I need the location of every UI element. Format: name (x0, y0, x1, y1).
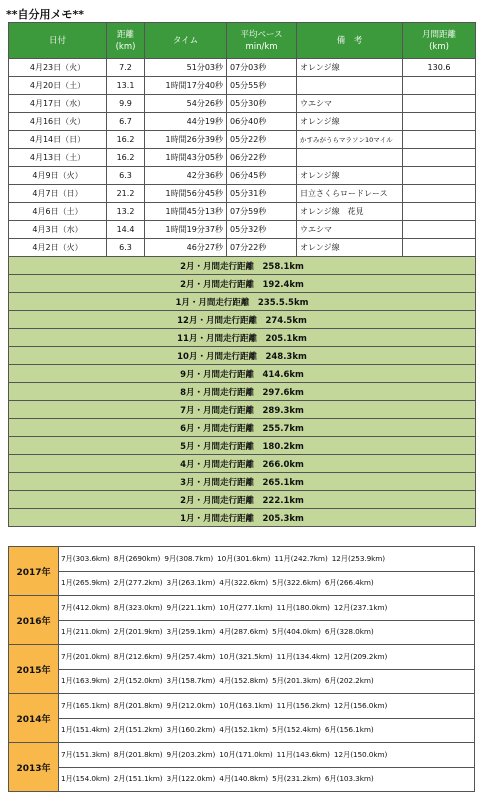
monthly-total-label: 9月・月間走行距離 414.6km (9, 365, 476, 383)
run-row (9, 167, 476, 185)
run-monthly-distance (403, 185, 476, 203)
run-log-table (8, 22, 476, 527)
month-distance: 3月(160.2km) (166, 725, 216, 735)
monthly-distance-list (59, 571, 475, 596)
run-memo: かすみがうらマラソン10マイル (297, 131, 403, 149)
monthly-total-row (9, 473, 476, 491)
yearly-row (9, 767, 475, 792)
run-distance: 21.2 (107, 185, 145, 203)
run-row (9, 77, 476, 95)
monthly-distance-list (59, 669, 475, 694)
month-distance: 12月(150.0km) (333, 749, 388, 759)
month-distance: 8月(323.0km) (113, 602, 163, 612)
month-distance: 9月(257.4km) (166, 651, 216, 661)
month-distance: 4月(287.6km) (219, 627, 269, 637)
monthly-total-row (9, 311, 476, 329)
month-distance: 6月(266.4km) (324, 578, 374, 588)
run-time: 1時間45分13秒 (145, 203, 227, 221)
monthly-total-label: 11月・月間走行距離 205.1km (9, 329, 476, 347)
run-pace: 05分32秒 (227, 221, 297, 239)
run-distance: 9.9 (107, 95, 145, 113)
month-distance: 11月(156.2km) (276, 700, 330, 710)
month-distance: 7月(303.6km) (61, 553, 110, 563)
month-distance: 10月(171.0km) (219, 749, 273, 759)
run-pace: 06分40秒 (227, 113, 297, 131)
run-pace: 05分55秒 (227, 77, 297, 95)
page-title: **自分用メモ** (6, 8, 85, 21)
yearly-row (9, 645, 475, 670)
month-distance: 9月(221.1km) (166, 602, 216, 612)
run-time: 42分36秒 (145, 167, 227, 185)
yearly-row (9, 571, 475, 596)
month-distance: 10月(301.6km) (217, 553, 271, 563)
month-distance: 6月(202.2km) (324, 676, 374, 686)
run-row (9, 113, 476, 131)
run-pace: 07分22秒 (227, 239, 297, 257)
run-memo: ウエシマ (297, 95, 403, 113)
run-memo: オレンジ線 (297, 113, 403, 131)
run-row (9, 95, 476, 113)
monthly-total-row (9, 275, 476, 293)
header-memo: 備 考 (297, 23, 403, 59)
run-memo: オレンジ線 (297, 59, 403, 77)
run-date: 4月23日（火） (9, 59, 107, 77)
run-memo (297, 77, 403, 95)
month-distance: 9月(212.0km) (166, 700, 216, 710)
monthly-total-label: 6月・月間走行距離 255.7km (9, 419, 476, 437)
monthly-total-label: 1月・月間走行距離 205.3km (9, 509, 476, 527)
month-distance: 1月(154.0km) (61, 774, 110, 784)
yearly-summary-table (8, 546, 475, 792)
monthly-total-label: 3月・月間走行距離 265.1km (9, 473, 476, 491)
monthly-total-row (9, 329, 476, 347)
month-distance: 11月(134.4km) (276, 651, 330, 661)
year-label: 2017年 (9, 547, 59, 596)
header-time: タイム (145, 23, 227, 59)
month-distance: 5月(231.2km) (272, 774, 321, 784)
month-distance: 5月(201.3km) (272, 676, 321, 686)
monthly-distance-list (59, 743, 475, 768)
run-monthly-distance (403, 203, 476, 221)
yearly-row (9, 743, 475, 768)
yearly-row (9, 547, 475, 572)
monthly-total-row (9, 437, 476, 455)
run-date: 4月13日（土） (9, 149, 107, 167)
month-distance: 7月(165.1km) (61, 700, 110, 710)
run-monthly-distance (403, 221, 476, 239)
run-row (9, 203, 476, 221)
month-distance: 6月(328.0km) (324, 627, 374, 637)
run-monthly-distance (403, 113, 476, 131)
run-row (9, 185, 476, 203)
month-distance: 6月(103.3km) (324, 774, 374, 784)
month-distance: 8月(201.8km) (113, 749, 163, 759)
monthly-total-label: 4月・月間走行距離 266.0km (9, 455, 476, 473)
monthly-distance-list (59, 547, 475, 572)
month-distance: 5月(322.6km) (272, 578, 321, 588)
month-distance: 1月(151.4km) (61, 725, 110, 735)
monthly-total-row (9, 455, 476, 473)
run-monthly-distance: 130.6 (403, 59, 476, 77)
run-distance: 16.2 (107, 131, 145, 149)
month-distance: 9月(203.2km) (166, 749, 216, 759)
month-distance: 2月(277.2km) (113, 578, 163, 588)
yearly-row (9, 620, 475, 645)
run-distance: 13.2 (107, 203, 145, 221)
month-distance: 4月(152.8km) (219, 676, 269, 686)
run-pace: 06分22秒 (227, 149, 297, 167)
month-distance: 2月(151.2km) (113, 725, 163, 735)
monthly-total-row (9, 257, 476, 275)
run-memo (297, 149, 403, 167)
month-distance: 6月(156.1km) (324, 725, 374, 735)
month-distance: 5月(152.4km) (272, 725, 321, 735)
run-date: 4月6日（土） (9, 203, 107, 221)
month-distance: 2月(152.0km) (113, 676, 163, 686)
monthly-distance-list (59, 694, 475, 719)
month-distance: 10月(277.1km) (219, 602, 273, 612)
run-pace: 05分30秒 (227, 95, 297, 113)
run-pace: 07分03秒 (227, 59, 297, 77)
month-distance: 9月(308.7km) (164, 553, 214, 563)
run-distance: 6.3 (107, 167, 145, 185)
month-distance: 10月(163.1km) (219, 700, 273, 710)
run-monthly-distance (403, 77, 476, 95)
monthly-total-row (9, 419, 476, 437)
month-distance: 1月(163.9km) (61, 676, 110, 686)
yearly-row (9, 669, 475, 694)
month-distance: 12月(156.0km) (333, 700, 388, 710)
run-time: 1時間17分40秒 (145, 77, 227, 95)
run-time: 54分26秒 (145, 95, 227, 113)
run-memo: オレンジ線 (297, 239, 403, 257)
run-time: 44分19秒 (145, 113, 227, 131)
month-distance: 3月(122.0km) (166, 774, 216, 784)
month-distance: 8月(201.8km) (113, 700, 163, 710)
run-monthly-distance (403, 167, 476, 185)
header-date: 日付 (9, 23, 107, 59)
month-distance: 11月(180.0km) (276, 602, 330, 612)
monthly-total-row (9, 347, 476, 365)
monthly-total-row (9, 293, 476, 311)
run-date: 4月14日（日） (9, 131, 107, 149)
monthly-total-row (9, 491, 476, 509)
run-distance: 6.3 (107, 239, 145, 257)
monthly-total-label: 2月・月間走行距離 192.4km (9, 275, 476, 293)
run-log-header (9, 23, 476, 59)
run-distance: 6.7 (107, 113, 145, 131)
run-pace: 05分31秒 (227, 185, 297, 203)
month-distance: 10月(321.5km) (219, 651, 273, 661)
month-distance: 7月(151.3km) (61, 749, 110, 759)
year-label: 2013年 (9, 743, 59, 792)
run-memo: ウエシマ (297, 221, 403, 239)
month-distance: 11月(242.7km) (274, 553, 328, 563)
header-pace: 平均ペース min/km (227, 23, 297, 59)
run-distance: 7.2 (107, 59, 145, 77)
month-distance: 2月(201.9km) (113, 627, 163, 637)
run-time: 51分03秒 (145, 59, 227, 77)
run-row (9, 131, 476, 149)
yearly-row (9, 694, 475, 719)
monthly-total-label: 1月・月間走行距離 235.5.5km (9, 293, 476, 311)
run-time: 1時間26分39秒 (145, 131, 227, 149)
run-date: 4月7日（日） (9, 185, 107, 203)
monthly-total-label: 12月・月間走行距離 274.5km (9, 311, 476, 329)
run-pace: 06分45秒 (227, 167, 297, 185)
month-distance: 12月(237.1km) (333, 602, 388, 612)
monthly-distance-list (59, 620, 475, 645)
monthly-total-row (9, 401, 476, 419)
run-row (9, 239, 476, 257)
run-memo: 日立さくらロードレース (297, 185, 403, 203)
month-distance: 8月(212.6km) (113, 651, 163, 661)
run-row (9, 221, 476, 239)
run-monthly-distance (403, 95, 476, 113)
month-distance: 3月(158.7km) (166, 676, 216, 686)
month-distance: 11月(143.6km) (276, 749, 330, 759)
year-label: 2015年 (9, 645, 59, 694)
run-distance: 14.4 (107, 221, 145, 239)
month-distance: 3月(263.1km) (166, 578, 216, 588)
monthly-total-row (9, 509, 476, 527)
month-distance: 12月(253.9km) (331, 553, 386, 563)
monthly-total-label: 8月・月間走行距離 297.6km (9, 383, 476, 401)
month-distance: 2月(151.1km) (113, 774, 163, 784)
run-pace: 07分59秒 (227, 203, 297, 221)
monthly-total-label: 10月・月間走行距離 248.3km (9, 347, 476, 365)
month-distance: 3月(259.1km) (166, 627, 216, 637)
yearly-row (9, 596, 475, 621)
run-time: 1時間43分05秒 (145, 149, 227, 167)
month-distance: 4月(322.6km) (219, 578, 269, 588)
run-date: 4月9日（火） (9, 167, 107, 185)
month-distance: 5月(404.0km) (272, 627, 321, 637)
run-date: 4月3日（水） (9, 221, 107, 239)
monthly-total-label: 5月・月間走行距離 180.2km (9, 437, 476, 455)
run-date: 4月2日（火） (9, 239, 107, 257)
month-distance: 7月(201.0km) (61, 651, 110, 661)
year-label: 2014年 (9, 694, 59, 743)
monthly-distance-list (59, 645, 475, 670)
run-row (9, 59, 476, 77)
run-row (9, 149, 476, 167)
run-monthly-distance (403, 131, 476, 149)
month-distance: 7月(412.0km) (61, 602, 110, 612)
month-distance: 12月(209.2km) (333, 651, 388, 661)
month-distance: 8月(2690km) (113, 553, 161, 563)
run-memo: オレンジ線 花見 (297, 203, 403, 221)
run-date: 4月17日（水） (9, 95, 107, 113)
monthly-distance-list (59, 596, 475, 621)
year-label: 2016年 (9, 596, 59, 645)
monthly-total-row (9, 365, 476, 383)
run-time: 1時間56分45秒 (145, 185, 227, 203)
month-distance: 4月(152.1km) (219, 725, 269, 735)
monthly-total-label: 7月・月間走行距離 289.3km (9, 401, 476, 419)
monthly-total-row (9, 383, 476, 401)
monthly-distance-list (59, 767, 475, 792)
run-distance: 16.2 (107, 149, 145, 167)
monthly-total-label: 2月・月間走行距離 258.1km (9, 257, 476, 275)
run-monthly-distance (403, 149, 476, 167)
run-pace: 05分22秒 (227, 131, 297, 149)
run-distance: 13.1 (107, 77, 145, 95)
month-distance: 1月(211.0km) (61, 627, 110, 637)
run-memo: オレンジ線 (297, 167, 403, 185)
run-date: 4月16日（火） (9, 113, 107, 131)
run-monthly-distance (403, 239, 476, 257)
header-monthly: 月間距離 (km) (403, 23, 476, 59)
monthly-total-label: 2月・月間走行距離 222.1km (9, 491, 476, 509)
month-distance: 4月(140.8km) (219, 774, 269, 784)
month-distance: 1月(265.9km) (61, 578, 110, 588)
run-time: 46分27秒 (145, 239, 227, 257)
run-date: 4月20日（土） (9, 77, 107, 95)
header-distance: 距離 (km) (107, 23, 145, 59)
yearly-row (9, 718, 475, 743)
run-time: 1時間19分37秒 (145, 221, 227, 239)
monthly-distance-list (59, 718, 475, 743)
